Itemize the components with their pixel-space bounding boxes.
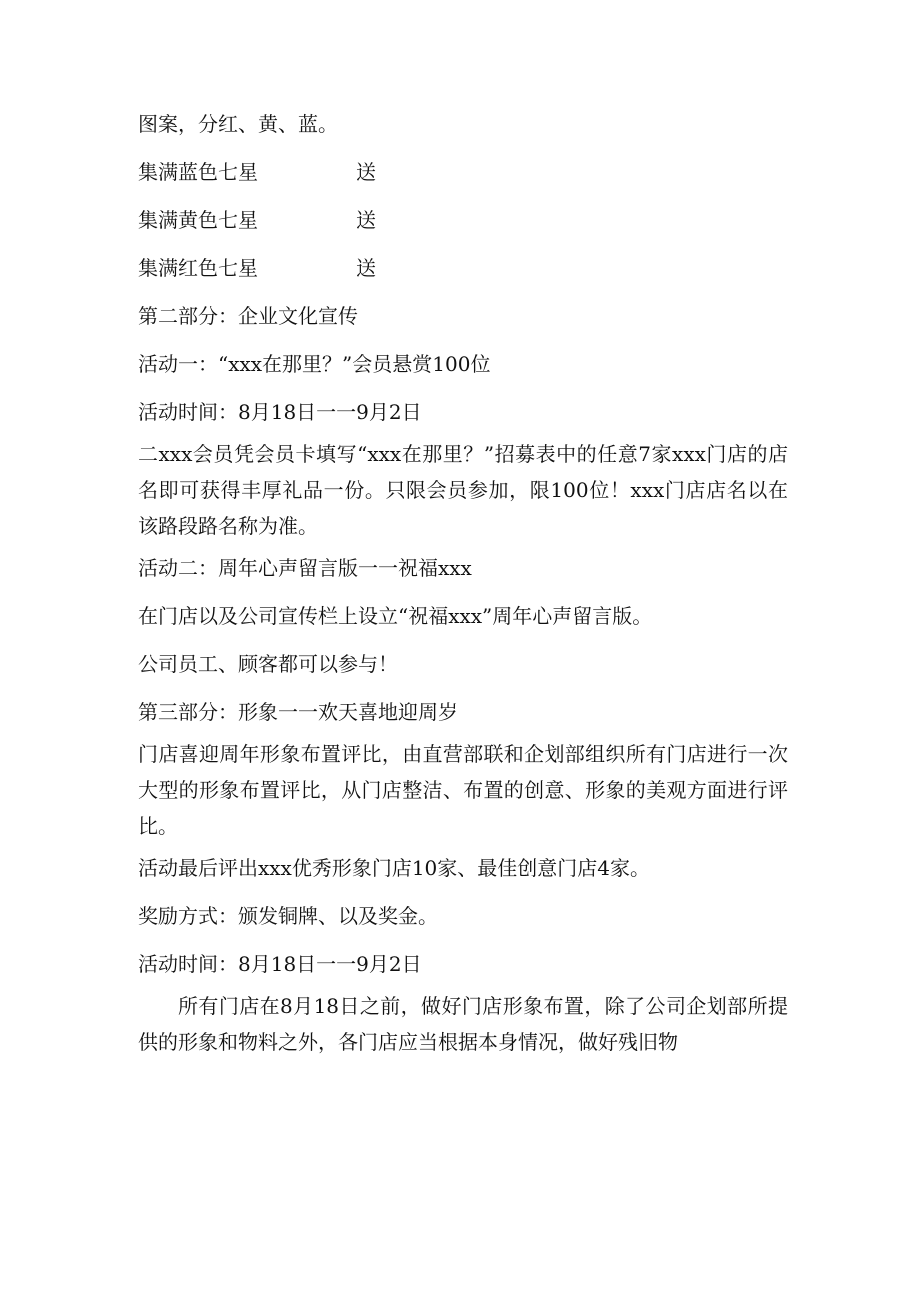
activity-note: 公司员工、顾客都可以参与！ <box>138 652 398 676</box>
reward-row-blue <box>138 160 788 184</box>
section-heading: 第二部分：企业文化宣传 <box>138 304 358 328</box>
section-heading: 第三部分：形象一一欢天喜地迎周岁 <box>138 700 458 724</box>
document-page <box>138 112 788 1060</box>
reward-gift: 送 <box>356 160 376 184</box>
activity-title: 活动一：“xxx在那里？”会员悬赏100位 <box>138 352 491 376</box>
activity-time: 活动时间：8月18日一一9月2日 <box>138 952 422 976</box>
text-line: 图案，分红、黄、蓝。 <box>138 112 338 136</box>
activity-title: 活动二：周年心声留言版一一祝福xxx <box>138 556 472 580</box>
reward-row-yellow <box>138 208 788 232</box>
reward-condition: 集满红色七星 <box>138 256 258 280</box>
reward-row-red <box>138 256 788 280</box>
activity-time: 活动时间：8月18日一一9月2日 <box>138 400 422 424</box>
activity-description: 二xxx会员凭会员卡填写“xxx在那里？”招募表中的任意7家xxx门店的店名即可获得丰厚礼品一份。只限会员参加，限100位！xxx门店店名以在该路段路名称为准。 <box>138 442 788 538</box>
activity-description: 在门店以及公司宣传栏上设立“祝福xxx”周年心声留言版。 <box>138 604 653 628</box>
reward-method: 奖励方式：颁发铜牌、以及奖金。 <box>138 904 438 928</box>
reward-gift: 送 <box>356 208 376 232</box>
final-paragraph: 所有门店在8月18日之前，做好门店形象布置，除了公司企划部所提供的形象和物料之外，各门店应当根据本身情况，做好残旧物 <box>138 994 788 1054</box>
section-description: 门店喜迎周年形象布置评比，由直营部联和企划部组织所有门店进行一次大型的形象布置评比，从门店整洁、布置的创意、形象的美观方面进行评比。 <box>138 742 788 838</box>
reward-gift: 送 <box>356 256 376 280</box>
reward-condition: 集满黄色七星 <box>138 208 258 232</box>
result-line: 活动最后评出xxx优秀形象门店10家、最佳创意门店4家。 <box>138 856 651 880</box>
reward-condition: 集满蓝色七星 <box>138 160 258 184</box>
